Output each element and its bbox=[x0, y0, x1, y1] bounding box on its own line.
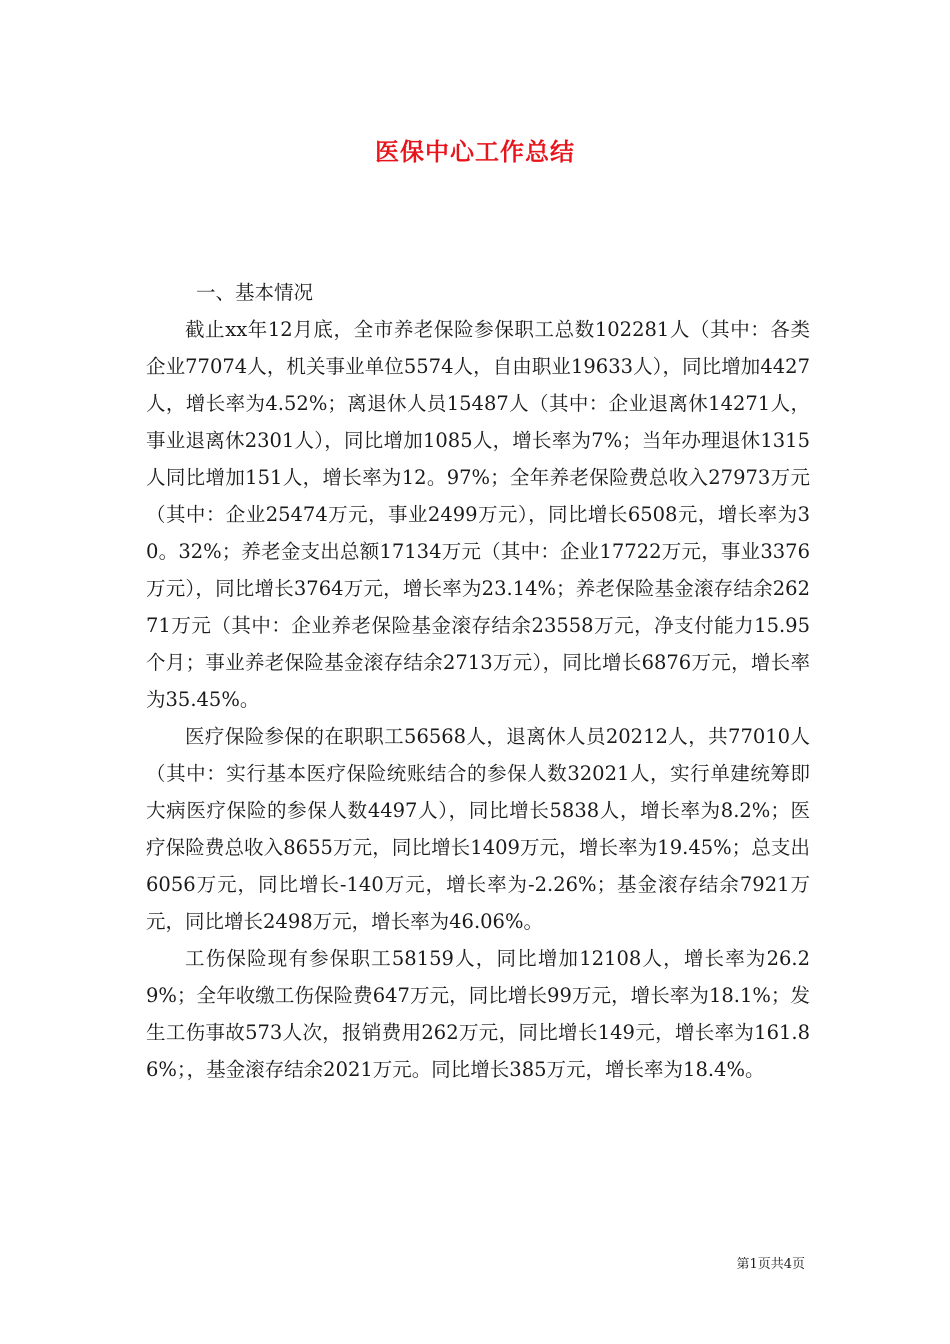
document-body bbox=[146, 274, 810, 1088]
paragraph-medical: 医疗保险参保的在职职工56568人，退离休人员20212人，共77010人（其中：实行基本医疗保险统账结合的参保人数32021人，实行单建统筹即大病医疗保险的参保人数4497人），同比增长5838人，增长率为8.2%；医疗保险费总收入8655万元，同比增长1409万元，增长率为19.45%；总支出6056万元，同比增长-140万元，增长率为-2.26%；基金滚存结余7921万元，同比增长2498万元，增长率为46.06%。 bbox=[146, 725, 810, 933]
section-heading: 一、基本情况 bbox=[196, 281, 314, 304]
paragraph-injury: 工伤保险现有参保职工58159人，同比增加12108人，增长率为26.29%；全年收缴工伤保险费647万元，同比增长99万元，增长率为18.1%；发生工伤事故573人次，报销费用262万元，同比增长149元，增长率为161.86%；，基金滚存结余2021万元。同比增长385万元，增长率为18.4%。 bbox=[146, 947, 810, 1081]
page-number-footer: 第1页共4页 bbox=[736, 1257, 805, 1272]
paragraph-pension: 截止xx年12月底，全市养老保险参保职工总数102281人（其中：各类企业77074人，机关事业单位5574人，自由职业19633人），同比增加4427人，增长率为4.52%；离退休人员15487人（其中：企业退离休14271人，事业退离休2301人），同比增加1085人，增长率为7%；当年办理退休1315人同比增加151人，增长率为12。97%；全年养老保险费总收入27973万元（其中：企业25474万元，事业2499万元），同比增长6508元，增长率为30。32%；养老金支出总额17134万元（其中：企业17722万元，事业3376万元），同比增长3764万元，增长率为23.14%；养老保险基金滚存结余26271万元（其中：企业养老保险基金滚存结余23558万元，净支付能力15.95个月；事业养老保险基金滚存结余2713万元），同比增长6876万元，增长率为35.45%。 bbox=[146, 318, 810, 711]
document-title: 医保中心工作总结 bbox=[375, 138, 575, 166]
